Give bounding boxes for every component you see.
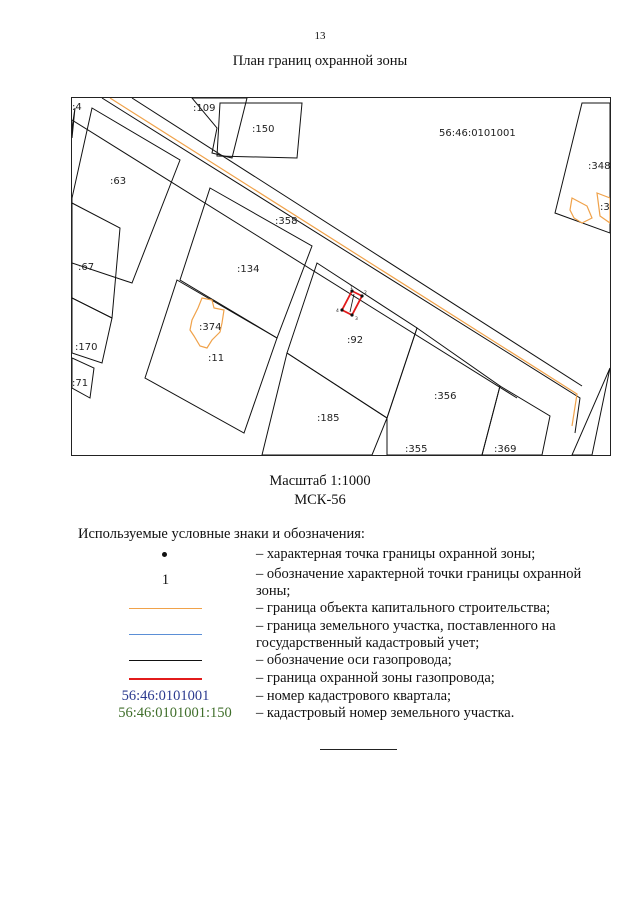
parcel-label: :348 — [588, 161, 610, 172]
parcel-label: :355 — [405, 444, 428, 455]
legend-row — [0, 566, 640, 599]
legend-symbol: 56:46:0101001:150 — [118, 705, 232, 721]
point-label: 4 — [336, 309, 339, 314]
parcel-label: :369 — [494, 444, 517, 455]
axis-line-icon — [129, 660, 202, 661]
legend-symbol — [108, 546, 223, 564]
scale-block — [0, 472, 640, 510]
cadastral-map — [71, 97, 611, 456]
road-edge-lower — [102, 98, 580, 433]
legend-text: – граница объекта капитального строительства; — [256, 600, 551, 616]
legend-row — [0, 618, 640, 651]
legend-row — [0, 688, 640, 706]
legend-text: – обозначение оси газопровода; — [256, 652, 452, 668]
parcel-label: :11 — [208, 353, 225, 364]
parcel-label: :3 — [600, 202, 610, 213]
parcel-134 — [180, 188, 312, 338]
parcel-label: :358 — [275, 216, 298, 227]
parcel-label: :374 — [199, 322, 222, 333]
coordinate-system: МСК-56 — [294, 492, 346, 508]
parcel-label: :109 — [193, 103, 216, 114]
legend-row — [0, 670, 640, 688]
building-line-icon — [129, 608, 202, 609]
legend-symbol — [108, 652, 223, 670]
parcel-67 — [72, 203, 120, 318]
road-edge-parcels — [72, 120, 517, 398]
legend-text: – обозначение характерной точки границы охранной зоны; — [256, 566, 582, 599]
parcel-63 — [72, 108, 180, 283]
parcel-label: :134 — [237, 264, 260, 275]
parcel-label: :71 — [72, 378, 89, 389]
legend-row — [0, 600, 640, 618]
parcel-line-icon — [129, 634, 202, 635]
parcel-label: :185 — [317, 413, 340, 424]
legend-symbol: 1 — [161, 572, 170, 588]
parcel-185 — [262, 353, 387, 455]
point-label: 2 — [364, 291, 367, 296]
parcel-label: :67 — [78, 262, 95, 273]
zone-line-icon — [129, 678, 202, 680]
separator-line — [320, 749, 397, 750]
legend-symbol — [108, 600, 223, 618]
legend-symbol: 56:46:0101001 — [121, 688, 210, 704]
legend-row — [0, 652, 640, 670]
legend-symbol — [108, 670, 223, 688]
legend-text: – номер кадастрового квартала; — [256, 688, 452, 704]
parcel-170 — [72, 298, 112, 363]
parcel-label: :356 — [434, 391, 457, 402]
legend-text: – граница охранной зоны газопровода; — [256, 670, 495, 686]
road-lines — [72, 98, 582, 433]
legend-row — [0, 546, 640, 564]
scale-text: Масштаб 1:1000 — [269, 473, 371, 489]
parcel-label: :170 — [75, 342, 98, 353]
quarter-label: 56:46:0101001 — [439, 128, 516, 139]
legend-text: – кадастровый номер земельного участка. — [256, 705, 515, 721]
page-title: План границ охранной зоны — [232, 53, 408, 69]
point-symbol-icon — [162, 552, 167, 557]
legend-text: – характерная точка границы охранной зоны; — [256, 546, 536, 562]
zone-point — [340, 308, 343, 311]
parcel-label: :63 — [110, 176, 127, 187]
point-label: 1 — [350, 286, 353, 291]
gas-axis — [350, 294, 354, 312]
legend-text: – граница земельного участка, поставленного на государственный кадастровый учет; — [256, 618, 556, 651]
parcel-label: :150 — [252, 124, 275, 135]
legend-row — [0, 705, 640, 723]
page-number: 13 — [314, 30, 326, 42]
legend-heading: Используемые условные знаки и обозначения: — [78, 526, 365, 542]
zone-point — [350, 313, 353, 316]
parcel-label: :4 — [72, 102, 82, 113]
legend-symbol — [108, 618, 223, 636]
point-label: 3 — [355, 317, 358, 322]
parcel-label: :92 — [347, 335, 364, 346]
parcels — [72, 98, 610, 455]
map-svg — [72, 98, 610, 455]
